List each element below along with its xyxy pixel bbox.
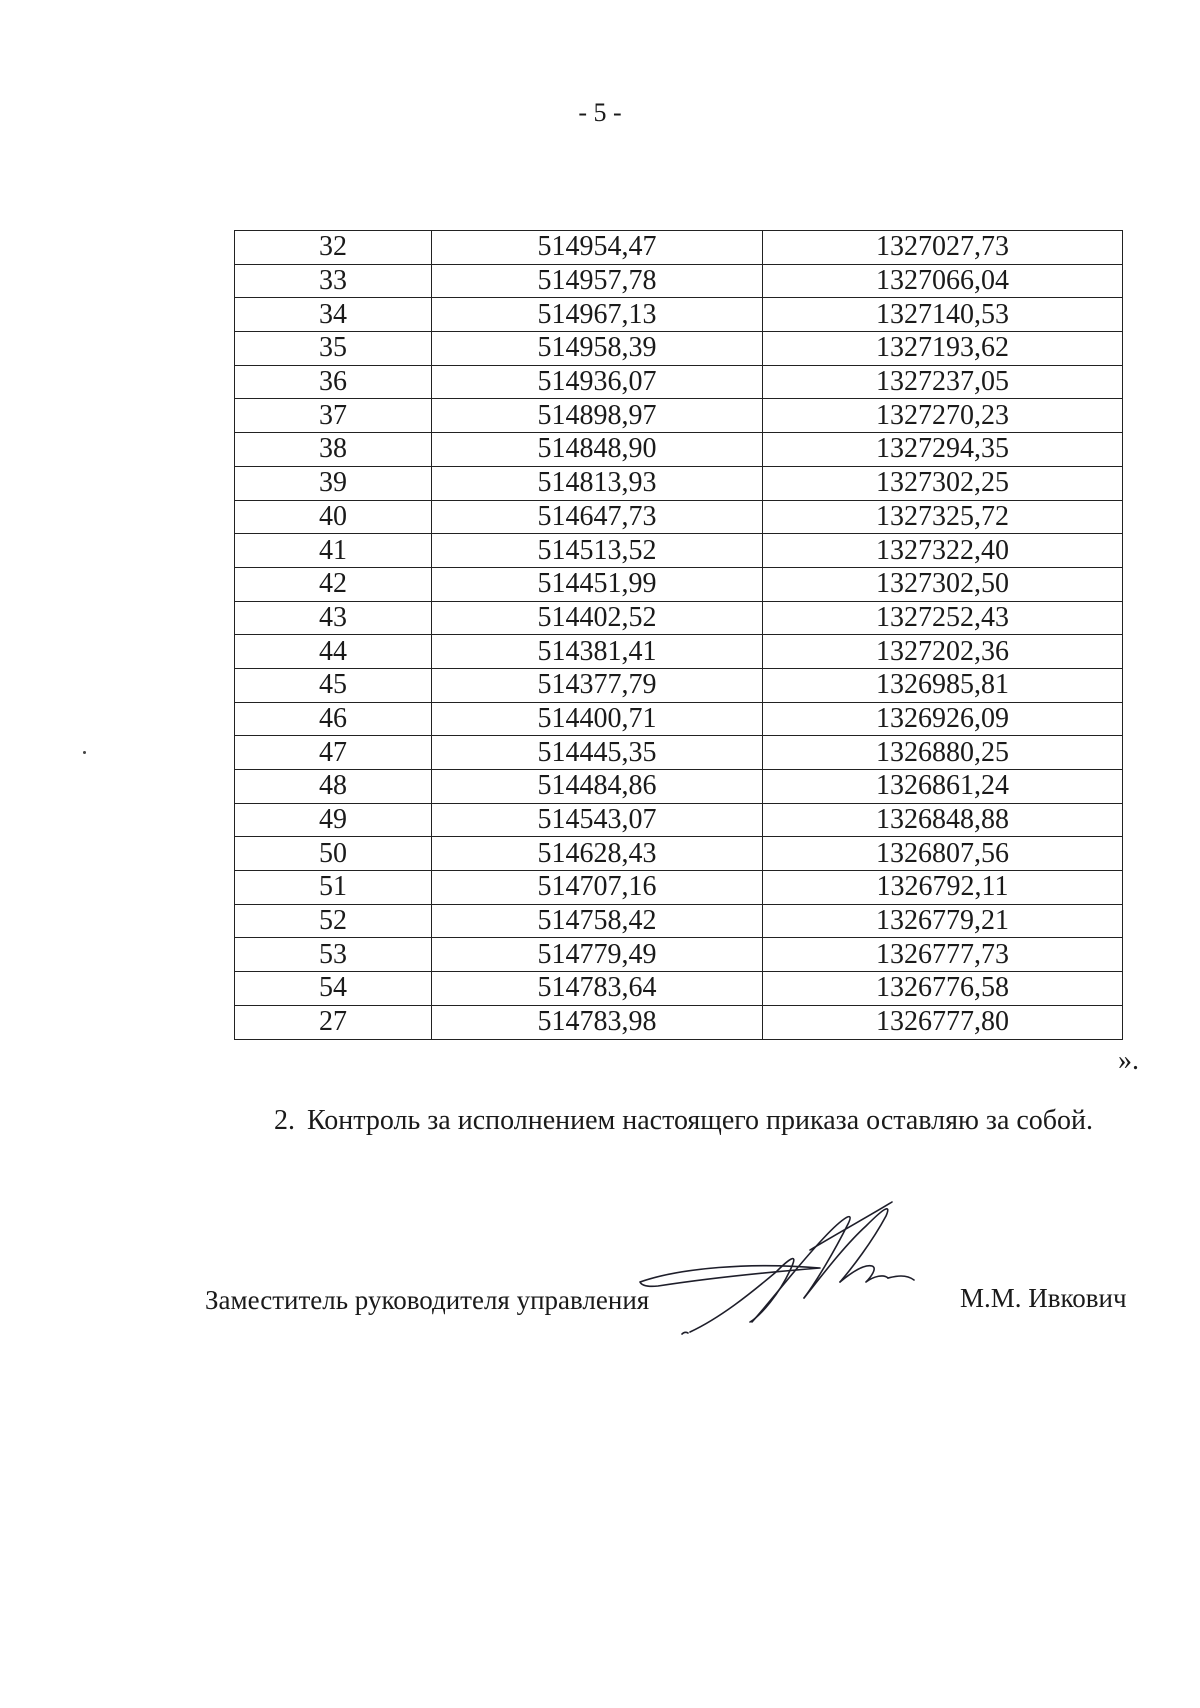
y-coordinate-cell: 1327027,73 [763, 231, 1123, 265]
table-row [235, 1005, 1123, 1039]
table-row [235, 770, 1123, 804]
point-number-cell: 50 [235, 837, 432, 871]
point-number-cell: 33 [235, 264, 432, 298]
table-row [235, 904, 1123, 938]
x-coordinate-cell: 514543,07 [432, 803, 763, 837]
table-row [235, 298, 1123, 332]
coordinates-table [234, 230, 1123, 1040]
table-row [235, 534, 1123, 568]
y-coordinate-cell: 1326861,24 [763, 770, 1123, 804]
y-coordinate-cell: 1326807,56 [763, 837, 1123, 871]
y-coordinate-cell: 1326777,73 [763, 938, 1123, 972]
x-coordinate-cell: 514898,97 [432, 399, 763, 433]
point-number-cell: 48 [235, 770, 432, 804]
x-coordinate-cell: 514402,52 [432, 601, 763, 635]
point-number-cell: 47 [235, 736, 432, 770]
x-coordinate-cell: 514628,43 [432, 837, 763, 871]
table-row [235, 668, 1123, 702]
handwritten-signature-icon [620, 1190, 960, 1340]
point-number-cell: 44 [235, 635, 432, 669]
table-row [235, 399, 1123, 433]
y-coordinate-cell: 1326779,21 [763, 904, 1123, 938]
x-coordinate-cell: 514707,16 [432, 871, 763, 905]
x-coordinate-cell: 514779,49 [432, 938, 763, 972]
point-number-cell: 37 [235, 399, 432, 433]
y-coordinate-cell: 1327322,40 [763, 534, 1123, 568]
point-number-cell: 32 [235, 231, 432, 265]
y-coordinate-cell: 1327270,23 [763, 399, 1123, 433]
point-number-cell: 36 [235, 365, 432, 399]
table-row [235, 803, 1123, 837]
table-row [235, 567, 1123, 601]
point-number-cell: 42 [235, 567, 432, 601]
y-coordinate-cell: 1327237,05 [763, 365, 1123, 399]
table-row [235, 837, 1123, 871]
point-number-cell: 46 [235, 702, 432, 736]
scan-speck [83, 751, 86, 754]
y-coordinate-cell: 1327302,25 [763, 466, 1123, 500]
y-coordinate-cell: 1326926,09 [763, 702, 1123, 736]
table-row [235, 635, 1123, 669]
point-number-cell: 45 [235, 668, 432, 702]
x-coordinate-cell: 514957,78 [432, 264, 763, 298]
closing-quote: ». [1118, 1045, 1139, 1076]
x-coordinate-cell: 514848,90 [432, 433, 763, 467]
x-coordinate-cell: 514758,42 [432, 904, 763, 938]
point-number-cell: 49 [235, 803, 432, 837]
point-number-cell: 54 [235, 972, 432, 1006]
x-coordinate-cell: 514813,93 [432, 466, 763, 500]
table-row [235, 601, 1123, 635]
table-row [235, 972, 1123, 1006]
signer-position: Заместитель руководителя управления [205, 1285, 650, 1315]
x-coordinate-cell: 514647,73 [432, 500, 763, 534]
x-coordinate-cell: 514958,39 [432, 332, 763, 366]
y-coordinate-cell: 1327202,36 [763, 635, 1123, 669]
y-coordinate-cell: 1327252,43 [763, 601, 1123, 635]
y-coordinate-cell: 1326777,80 [763, 1005, 1123, 1039]
x-coordinate-cell: 514783,64 [432, 972, 763, 1006]
x-coordinate-cell: 514936,07 [432, 365, 763, 399]
signer-name: М.М. Ивкович [960, 1283, 1127, 1313]
point-number-cell: 53 [235, 938, 432, 972]
point-number-cell: 35 [235, 332, 432, 366]
y-coordinate-cell: 1326880,25 [763, 736, 1123, 770]
point-number-cell: 52 [235, 904, 432, 938]
table-row [235, 938, 1123, 972]
table-row [235, 231, 1123, 265]
item-number: 2. [274, 1105, 295, 1136]
x-coordinate-cell: 514381,41 [432, 635, 763, 669]
y-coordinate-cell: 1327294,35 [763, 433, 1123, 467]
table-row [235, 500, 1123, 534]
point-number-cell: 27 [235, 1005, 432, 1039]
table-row [235, 466, 1123, 500]
table-row [235, 736, 1123, 770]
y-coordinate-cell: 1327140,53 [763, 298, 1123, 332]
x-coordinate-cell: 514513,52 [432, 534, 763, 568]
point-number-cell: 51 [235, 871, 432, 905]
y-coordinate-cell: 1326848,88 [763, 803, 1123, 837]
table-row [235, 332, 1123, 366]
item-text: Контроль за исполнением настоящего приказа оставляю за собой. [307, 1105, 1094, 1136]
x-coordinate-cell: 514967,13 [432, 298, 763, 332]
y-coordinate-cell: 1326792,11 [763, 871, 1123, 905]
point-number-cell: 38 [235, 433, 432, 467]
y-coordinate-cell: 1326776,58 [763, 972, 1123, 1006]
y-coordinate-cell: 1327193,62 [763, 332, 1123, 366]
table-row [235, 871, 1123, 905]
point-number-cell: 34 [235, 298, 432, 332]
x-coordinate-cell: 514400,71 [432, 702, 763, 736]
y-coordinate-cell: 1326985,81 [763, 668, 1123, 702]
point-number-cell: 41 [235, 534, 432, 568]
x-coordinate-cell: 514484,86 [432, 770, 763, 804]
x-coordinate-cell: 514377,79 [432, 668, 763, 702]
x-coordinate-cell: 514451,99 [432, 567, 763, 601]
table-row [235, 365, 1123, 399]
item-paragraph [274, 1105, 1093, 1137]
point-number-cell: 40 [235, 500, 432, 534]
table-row [235, 702, 1123, 736]
coordinates-table-body [235, 231, 1123, 1040]
point-number-cell: 39 [235, 466, 432, 500]
table-row [235, 264, 1123, 298]
page-number: - 5 - [578, 98, 622, 127]
table-row [235, 433, 1123, 467]
y-coordinate-cell: 1327302,50 [763, 567, 1123, 601]
x-coordinate-cell: 514445,35 [432, 736, 763, 770]
y-coordinate-cell: 1327325,72 [763, 500, 1123, 534]
point-number-cell: 43 [235, 601, 432, 635]
x-coordinate-cell: 514954,47 [432, 231, 763, 265]
x-coordinate-cell: 514783,98 [432, 1005, 763, 1039]
y-coordinate-cell: 1327066,04 [763, 264, 1123, 298]
